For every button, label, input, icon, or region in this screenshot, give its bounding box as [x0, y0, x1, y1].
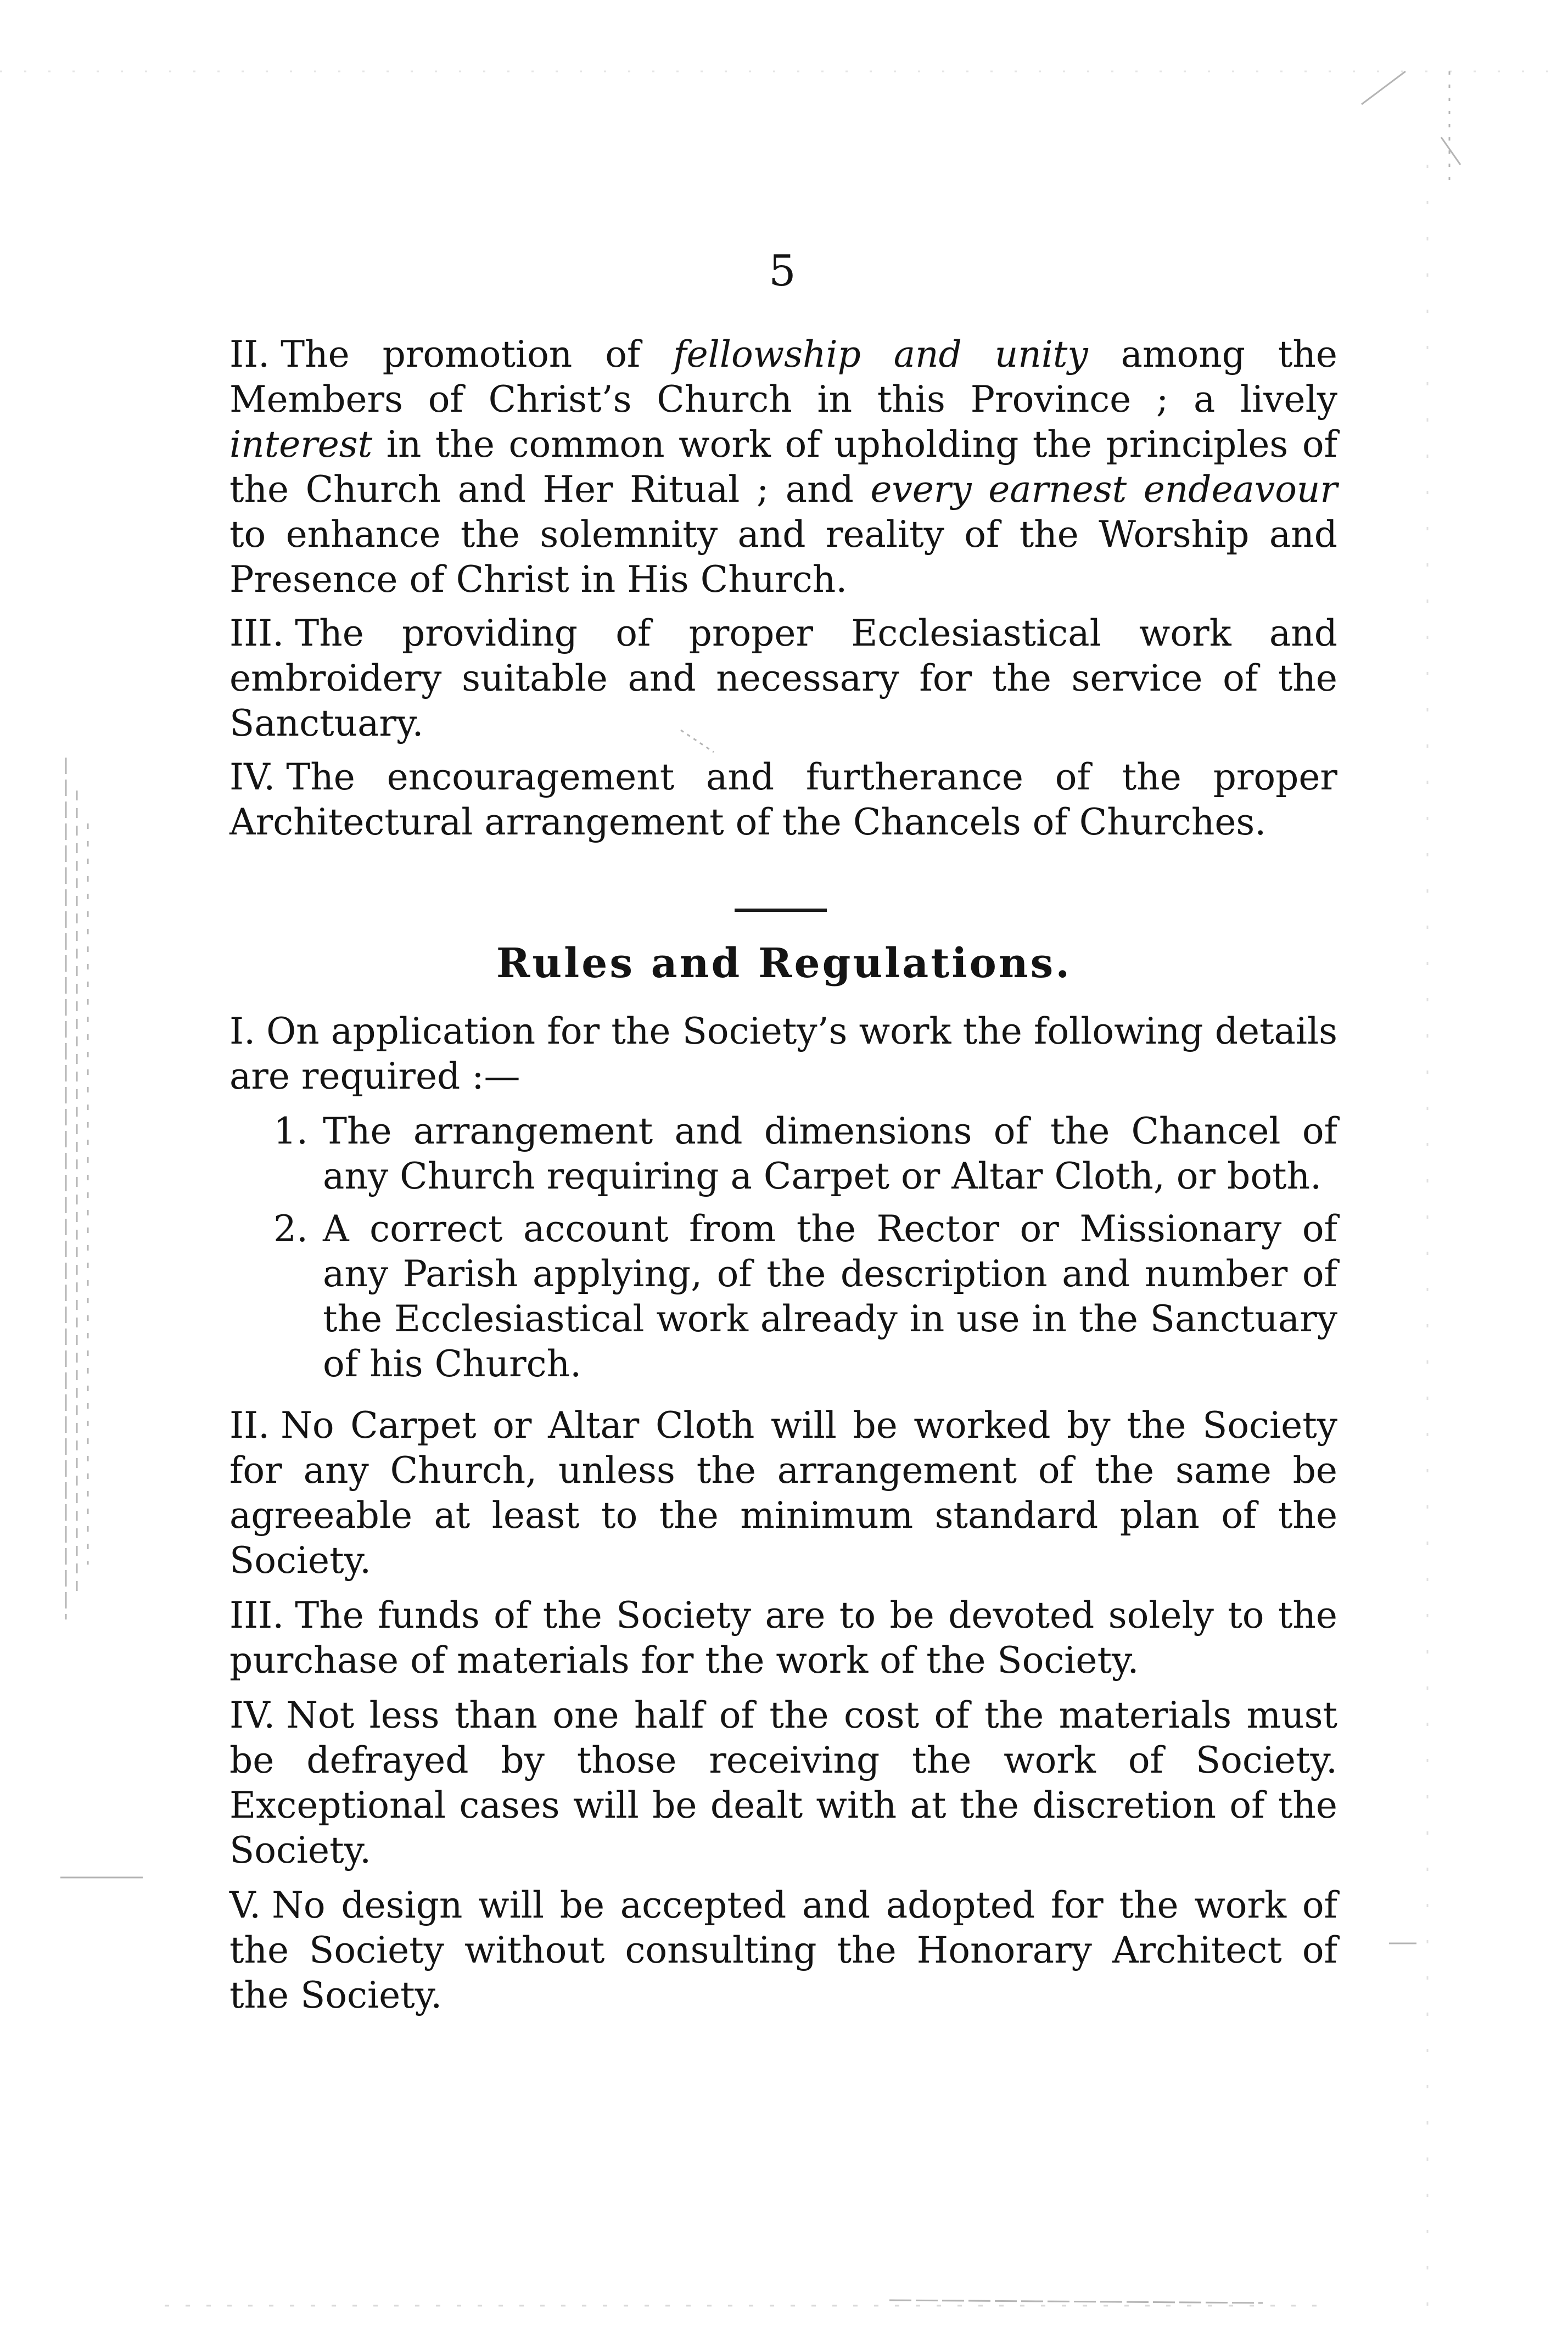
object-text-italic: every earnest endeavour: [870, 468, 1337, 511]
rule-item-3: [229, 1593, 1337, 1683]
rule-numeral: III.: [229, 1594, 284, 1636]
object-numeral: II.: [229, 333, 270, 375]
object-text-italic: interest: [229, 423, 373, 466]
rule-item-1: [229, 1009, 1337, 1099]
sub-item-text: A correct account from the Rector or Missionary of any Parish applying, of the description and number of the Ecclesiastical work already in use in the Sanctuary of his Church.: [323, 1208, 1337, 1385]
sub-item-number: 2.: [273, 1208, 308, 1250]
sub-item-text: The arrangement and dimensions of the Chancel of any Church requiring a Carpet or Altar Cloth, or both.: [323, 1110, 1337, 1197]
object-numeral: III.: [229, 612, 284, 654]
page-number: 5: [769, 246, 796, 296]
section-divider: [735, 909, 827, 912]
object-text: among the Members of Christ’s Church in this Province ; a lively: [229, 333, 1337, 421]
rule-text: No design will be accepted and adopted for the work of the Society without consulting the Honorary Architect of the Society.: [229, 1884, 1337, 2016]
rule-numeral: IV.: [229, 1694, 276, 1736]
object-text: to enhance the solemnity and reality of the Worship and Presence of Christ in His Church.: [229, 513, 1337, 601]
rule-item-5: [229, 1883, 1337, 2018]
rule-text: On application for the Society’s work the following details are required :—: [229, 1010, 1337, 1097]
rule-numeral: II.: [229, 1404, 270, 1447]
rule-sub-item-1: [229, 1109, 1337, 1199]
rules-section: [229, 1009, 1337, 2028]
object-text: The promotion of: [281, 333, 674, 375]
object-item-3: [229, 611, 1337, 746]
rule-item-4: [229, 1693, 1337, 1873]
rule-numeral: V.: [229, 1884, 261, 1926]
object-item-4: [229, 755, 1337, 845]
object-text: The providing of proper Ecclesiastical work and embroidery suitable and necessary for the service of the Sanctuary.: [229, 612, 1337, 744]
sub-item-number: 1.: [273, 1110, 308, 1152]
objects-section: [229, 332, 1337, 854]
rules-heading: Rules and Regulations.: [496, 940, 1072, 987]
rule-text: No Carpet or Altar Cloth will be worked by the Society for any Church, unless the arrangement of the same be agreeable at least to the minimum standard plan of the Society.: [229, 1404, 1337, 1582]
rule-numeral: I.: [229, 1010, 256, 1052]
object-text: in the common work of upholding the principles of the Church and Her Ritual ; and: [229, 423, 1337, 511]
object-text-italic: fellowship and unity: [673, 333, 1088, 375]
rule-text: The funds of the Society are to be devoted solely to the purchase of materials for the work of the Society.: [229, 1594, 1337, 1682]
rule-text: Not less than one half of the cost of the materials must be defrayed by those receiving the work of Society. Exceptional cases will be dealt with at the discretion of the Society.: [229, 1694, 1337, 1871]
rule-item-2: [229, 1403, 1337, 1583]
object-item-2: [229, 332, 1337, 602]
rule-sub-item-2: [229, 1207, 1337, 1387]
object-text: The encouragement and furtherance of the proper Architectural arrangement of the Chancels of Churches.: [229, 756, 1337, 843]
object-numeral: IV.: [229, 756, 276, 798]
